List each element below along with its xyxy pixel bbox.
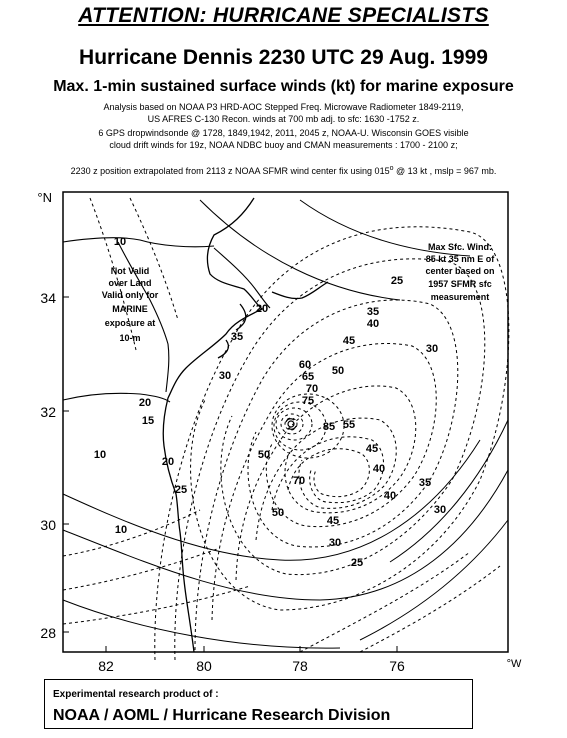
contour-label: 55 [342, 419, 356, 431]
contour-label: 10 [114, 524, 128, 536]
analysis-note-5-tail: @ 13 kt , mslp = 967 mb. [393, 166, 497, 176]
note-line: Max Sfc. Wind: [428, 242, 492, 252]
contour-label: 45 [365, 443, 379, 455]
contour-label: 25 [390, 275, 404, 287]
longitude-unit: °W [506, 658, 522, 670]
contour-label: 85 [322, 421, 336, 433]
contour-label: 20 [138, 397, 152, 409]
wind-analysis-map [0, 180, 567, 680]
latitude-axis [37, 190, 56, 641]
credit-box [44, 679, 473, 729]
analysis-note-5-main: 2230 z position extrapolated from 2113 z NOAA SFMR wind center fix using 015 [70, 166, 390, 176]
contour-label: 40 [366, 318, 380, 330]
contour-label: 15 [141, 415, 155, 427]
lat-tick: 32 [40, 404, 56, 420]
lon-tick: 82 [98, 658, 114, 674]
credit-organization: NOAA / AOML / Hurricane Research Division [53, 707, 391, 724]
contour-label: 30 [433, 504, 447, 516]
analysis-note-3: 6 GPS dropwindsonde @ 1728, 1849,1942, 2011, 2045 z, NOAA-U. Wisconsin GOES visible [98, 128, 469, 138]
credit-intro: Experimental research product of : [53, 689, 219, 700]
degree-superscript: o [389, 165, 394, 172]
note-line: exposure at [104, 318, 156, 328]
contour-label: 30 [425, 343, 439, 355]
analysis-note-2: US AFRES C-130 Recon. winds at 700 mb adj. to sfc: 1630 -1752 z. [147, 114, 420, 124]
contour-label: 50 [257, 449, 271, 461]
analysis-note-5 [0, 163, 567, 177]
note-line: 1957 SFMR sfc [428, 279, 492, 289]
contour-label: 60 [298, 359, 312, 371]
lat-tick: 28 [40, 625, 56, 641]
not-valid-note [102, 266, 159, 343]
map-title: Hurricane Dennis 2230 UTC 29 Aug. 1999 [79, 46, 488, 69]
contour-label: 25 [174, 484, 188, 496]
contour-label: 10 [113, 236, 127, 248]
contour-label: 50 [271, 507, 285, 519]
hurricane-center-icon [286, 419, 296, 430]
contour-label: 35 [230, 331, 244, 343]
note-line: 10-m [119, 333, 141, 343]
contour-label: 30 [328, 537, 342, 549]
contour-label: 40 [372, 463, 386, 475]
note-line: measurement [430, 292, 490, 302]
contour-label: 40 [383, 490, 397, 502]
lat-tick: 34 [40, 290, 56, 306]
contour-label: 35 [418, 477, 432, 489]
contour-label: 20 [161, 456, 175, 468]
contour-label: 50 [331, 365, 345, 377]
contour-label: 25 [350, 557, 364, 569]
longitude-axis [98, 658, 522, 674]
contour-label: 70 [305, 383, 319, 395]
analysis-note-1: Analysis based on NOAA P3 HRD-AOC Stepped Freq. Microwave Radiometer 1849-2119, [103, 102, 464, 112]
map-subtitle: Max. 1-min sustained surface winds (kt) for marine exposure [53, 78, 514, 95]
contour-label: 65 [301, 371, 315, 383]
contour-label: 45 [342, 335, 356, 347]
note-line: MARINE [112, 304, 148, 314]
lon-tick: 76 [389, 658, 405, 674]
contour-label: 35 [366, 306, 380, 318]
note-line: Not Valid [110, 266, 150, 276]
note-line: over Land [108, 278, 152, 288]
lat-tick: 30 [40, 517, 56, 533]
attention-banner: ATTENTION: HURRICANE SPECIALISTS [78, 4, 489, 27]
lon-tick: 80 [196, 658, 212, 674]
note-line: 85 kt 35 nm E of [425, 254, 495, 264]
contour-label: 70 [292, 475, 306, 487]
contour-label: 10 [93, 449, 107, 461]
state-borders [63, 238, 270, 402]
contour-label: 75 [301, 395, 315, 407]
max-wind-note [425, 242, 495, 302]
analysis-note-4: cloud drift winds for 19z, NOAA NDBC buoy and CMAN measurements : 1700 - 2100 z; [109, 140, 458, 150]
note-line: center based on [425, 266, 495, 276]
contour-label: 30 [218, 370, 232, 382]
lon-tick: 78 [292, 658, 308, 674]
contour-label: 45 [326, 515, 340, 527]
contour-label: 20 [255, 303, 269, 315]
note-line: Valid only for [101, 290, 159, 300]
latitude-unit: °N [37, 190, 52, 205]
